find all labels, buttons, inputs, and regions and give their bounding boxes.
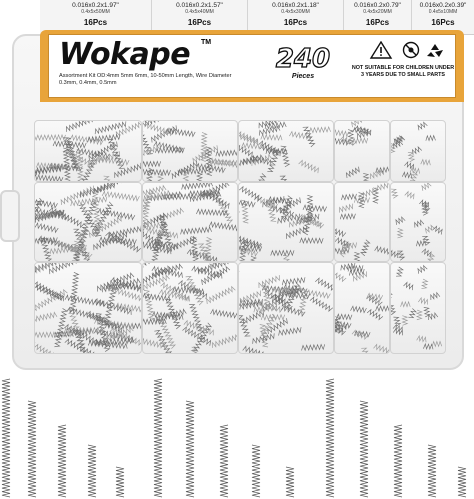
- spring-coil: [432, 341, 442, 346]
- brand-name: Wokape: [59, 37, 191, 72]
- brand-label: [48, 34, 456, 98]
- spring-coil: [35, 278, 64, 301]
- spring-coil: [426, 136, 436, 141]
- size-spec: 0.016x0.2x1.57": [176, 2, 223, 9]
- spring-coil: [2, 379, 10, 497]
- spring-coil: [197, 173, 202, 181]
- spring-coil: [402, 172, 412, 178]
- spring-coil: [70, 272, 79, 311]
- spring-coil: [35, 135, 66, 140]
- spring-coil: [108, 225, 141, 237]
- spring-coil: [405, 191, 416, 199]
- spring-coil: [261, 135, 282, 141]
- spring-coil: [281, 305, 305, 316]
- spring-coil: [143, 197, 151, 229]
- spring-coil: [433, 226, 444, 235]
- spring-coil: [421, 159, 431, 165]
- size-mm: 0.4x5x20MM: [363, 9, 392, 15]
- compartment: [142, 120, 238, 182]
- spring-coil: [28, 401, 36, 497]
- size-spec: 0.016x0.2x0.39": [419, 2, 467, 9]
- size-qty: 16Pcs: [431, 18, 455, 27]
- spring-coil: [391, 188, 398, 199]
- spring-coil: [396, 267, 403, 278]
- spring-coil: [363, 173, 370, 181]
- spring-coil: [35, 166, 62, 176]
- assortment-text: Assortment Kit OD:4mm 5mm 6mm, 10-50mm Length, Wire Diameter 0.3mm, 0.4mm, 0.5mm: [59, 73, 232, 86]
- spring-coil: [70, 197, 107, 206]
- trademark: TM: [201, 39, 212, 46]
- compartment: [238, 182, 334, 262]
- spring-coil: [393, 316, 400, 327]
- spring-coil: [243, 346, 267, 353]
- size-qty: 16Pcs: [83, 18, 108, 27]
- spring-coil: [239, 236, 261, 248]
- spring-coil: [402, 316, 407, 326]
- spring-coil: [352, 138, 368, 143]
- spring-coil: [428, 445, 436, 497]
- compartment: [390, 120, 446, 182]
- spring-coil: [301, 344, 325, 350]
- size-cell: [40, 0, 152, 34]
- spring-coil: [102, 191, 139, 201]
- spring-coil: [394, 216, 405, 225]
- loose-springs: [0, 372, 474, 499]
- size-qty: 16Pcs: [283, 18, 308, 27]
- spring-coil: [345, 167, 361, 178]
- spring-coil: [354, 252, 359, 261]
- piece-label: Pieces: [291, 73, 315, 80]
- spring-coil: [277, 214, 301, 224]
- spring-coil: [350, 306, 366, 313]
- spring-coil: [421, 183, 432, 191]
- spring-coil: [145, 123, 174, 136]
- spring-coil: [340, 263, 356, 270]
- spring-coil: [209, 222, 237, 231]
- spring-coil: [63, 148, 70, 181]
- size-spec: 0.016x0.2x1.18": [272, 2, 319, 9]
- spring-coil: [282, 277, 306, 285]
- spring-coil: [216, 150, 237, 157]
- safety-warning: NOT SUITABLE FOR CHILDREN UNDER 3 YEARS DUE TO SMALL PARTS: [351, 65, 455, 78]
- spring-coil: [242, 310, 265, 324]
- spring-coil: [417, 121, 428, 130]
- spring-coil: [416, 241, 426, 247]
- compartment: [34, 262, 142, 354]
- spring-coil: [58, 425, 66, 497]
- spring-coil: [214, 194, 233, 224]
- spring-coil: [280, 174, 292, 181]
- spring-coil: [35, 219, 58, 232]
- spring-coil: [107, 138, 124, 170]
- spring-coil: [158, 173, 164, 181]
- spring-coil: [458, 467, 466, 497]
- size-cell: [152, 0, 248, 34]
- spring-coil: [60, 186, 96, 205]
- spring-coil: [373, 344, 389, 353]
- compartment: [238, 262, 334, 354]
- spring-coil: [341, 194, 357, 200]
- spring-coil: [417, 310, 422, 320]
- spring-coil: [252, 445, 260, 497]
- spring-coil: [375, 246, 389, 254]
- spring-coil: [309, 127, 330, 133]
- spring-coil: [289, 131, 311, 139]
- spring-coil: [143, 161, 161, 167]
- spring-coil: [239, 199, 255, 207]
- compartment-grid: [34, 120, 446, 354]
- size-spec: 0.016x0.2x1.97": [72, 2, 119, 9]
- spring-coil: [210, 309, 237, 319]
- spring-coil: [423, 344, 433, 349]
- warning-triangle-icon: [371, 42, 391, 58]
- spring-coil: [278, 327, 302, 335]
- spring-coil: [299, 289, 309, 313]
- spring-coil: [367, 309, 383, 321]
- spring-coil: [286, 467, 294, 497]
- spring-coil: [404, 282, 415, 290]
- spring-coil: [416, 265, 427, 274]
- size-mm: 0.4x5x30MM: [281, 9, 310, 15]
- size-mm: 0.4x5x50MM: [81, 9, 110, 15]
- spring-coil: [340, 214, 356, 219]
- compartment: [334, 262, 390, 354]
- spring-coil: [116, 467, 124, 497]
- piece-count: 240: [275, 44, 331, 74]
- spring-coil: [338, 204, 354, 213]
- spring-coil: [254, 173, 267, 181]
- size-mm: 0.4x5x40MM: [185, 9, 214, 15]
- spring-coil: [88, 445, 96, 497]
- count-badge: [273, 45, 333, 87]
- spring-coil: [404, 161, 415, 169]
- spring-coil: [360, 240, 370, 256]
- spring-coil: [35, 312, 57, 325]
- compartment: [238, 120, 334, 182]
- size-cell: [344, 0, 412, 34]
- spring-coil: [104, 175, 117, 181]
- spring-coil: [408, 151, 415, 161]
- spring-coil: [143, 127, 153, 155]
- spring-coil: [283, 254, 293, 261]
- spring-coil: [335, 271, 346, 283]
- spring-coil: [335, 227, 346, 237]
- spring-coil: [171, 161, 199, 178]
- size-mm: 0.4x5x10MM: [428, 9, 458, 15]
- spring-coil: [408, 308, 416, 319]
- size-cell: [412, 0, 474, 34]
- spring-coil: [35, 174, 63, 181]
- spring-coil: [257, 275, 281, 288]
- spring-coil: [187, 249, 218, 261]
- size-qty: 16Pcs: [187, 18, 212, 27]
- spring-coil: [94, 121, 127, 134]
- spring-coil: [310, 296, 333, 312]
- compartment: [390, 182, 446, 262]
- spring-coil: [205, 286, 235, 304]
- spring-coil: [239, 314, 250, 338]
- compartment: [34, 120, 142, 182]
- size-spec: 0.016x0.2x0.79": [354, 2, 401, 9]
- compartment: [334, 182, 390, 262]
- recycle-icon: [427, 44, 443, 57]
- compartment: [334, 120, 390, 182]
- spring-coil: [401, 302, 411, 307]
- spring-coil: [206, 146, 212, 175]
- spring-coil: [299, 160, 320, 173]
- spring-coil: [375, 306, 389, 311]
- spring-coil: [154, 379, 162, 497]
- spring-coil: [326, 379, 334, 497]
- spring-coil: [65, 121, 97, 132]
- spring-coil: [181, 183, 213, 190]
- spring-coil: [94, 298, 133, 314]
- spring-coil: [335, 231, 336, 247]
- spring-coil: [417, 336, 427, 343]
- compartment: [142, 262, 238, 354]
- spring-coil: [303, 205, 327, 211]
- spring-coil: [413, 220, 424, 228]
- no-small-parts-icon: [404, 43, 419, 58]
- spring-coil: [143, 169, 171, 175]
- spring-coil: [196, 209, 227, 216]
- spring-coil: [360, 401, 368, 497]
- spring-coil: [271, 250, 294, 255]
- warning-icons: [369, 41, 453, 59]
- spring-coil: [251, 256, 256, 261]
- compartment: [390, 262, 446, 354]
- spring-coil: [186, 401, 194, 497]
- spring-coil: [391, 304, 396, 315]
- size-cell: [248, 0, 344, 34]
- spring-coil: [115, 121, 141, 137]
- spring-coil: [306, 290, 330, 299]
- compartment: [34, 182, 142, 262]
- spring-coil: [48, 263, 86, 274]
- spring-coil: [429, 292, 440, 300]
- spring-coil: [427, 313, 438, 321]
- spring-coil: [397, 250, 405, 261]
- compartment: [142, 182, 238, 262]
- spring-coil: [361, 346, 371, 353]
- spring-coil: [397, 228, 402, 238]
- spring-coil: [362, 187, 378, 197]
- spring-coil: [239, 208, 240, 231]
- spring-coil: [87, 134, 120, 142]
- spring-coil: [335, 130, 349, 137]
- case-latch: [0, 190, 20, 242]
- spring-coil: [239, 157, 257, 166]
- spring-coil: [180, 227, 212, 234]
- spring-coil: [144, 289, 155, 321]
- spring-coil: [418, 297, 429, 304]
- spring-coil: [421, 279, 427, 289]
- spring-coil: [239, 186, 262, 201]
- spring-coil: [391, 291, 392, 302]
- spring-coil: [315, 277, 333, 292]
- spring-coil: [189, 303, 204, 334]
- spring-coil: [192, 323, 212, 353]
- size-qty: 16Pcs: [365, 18, 390, 27]
- spring-coil: [300, 238, 323, 243]
- spring-coil: [211, 333, 237, 348]
- spring-coil: [220, 425, 228, 497]
- spring-coil: [394, 425, 402, 497]
